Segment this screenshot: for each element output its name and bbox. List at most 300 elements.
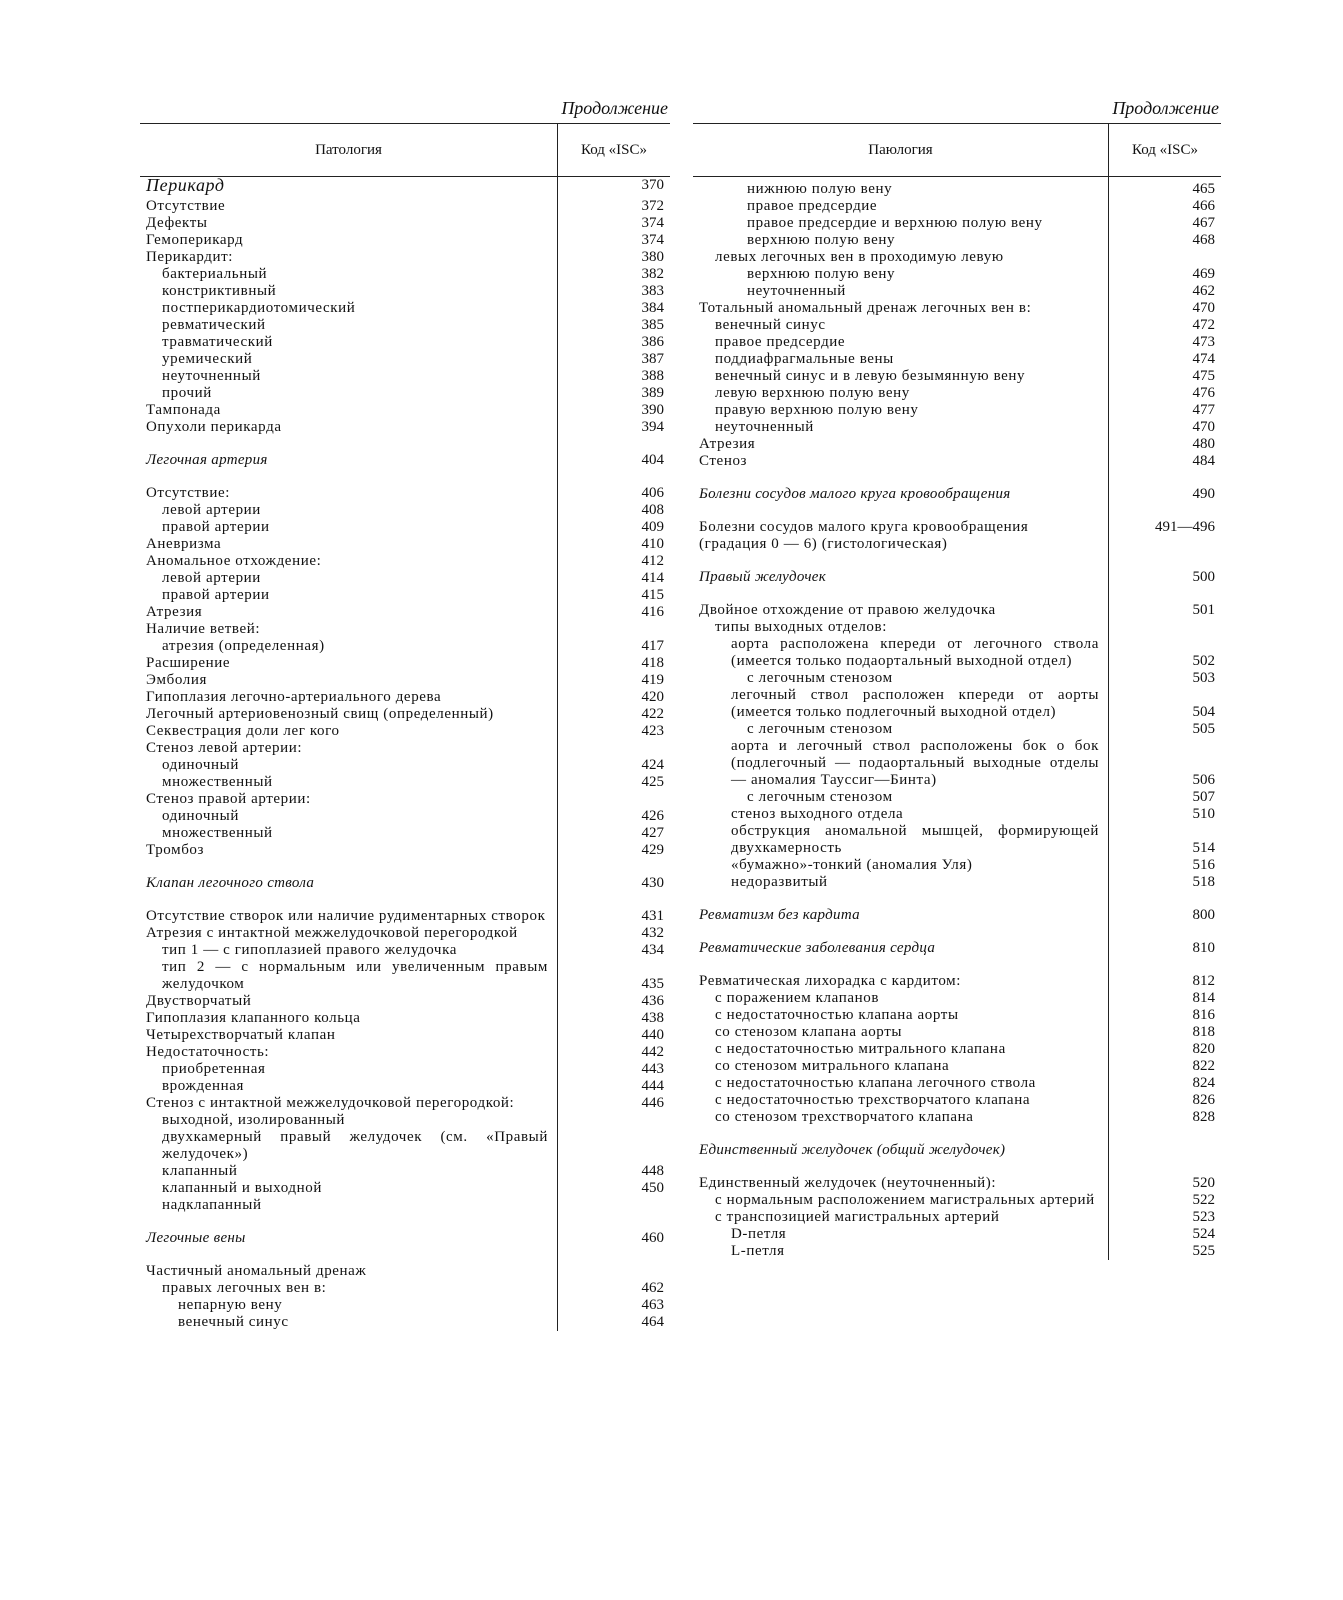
table-row: [693, 436, 1221, 453]
code-cell: 463: [641, 1297, 664, 1313]
table-row: [140, 604, 670, 621]
pathology-cell: Ревматизм без кардита: [699, 907, 860, 923]
section-heading-row: [693, 569, 1221, 586]
pathology-cell: с транспозицией магистральных артерий: [715, 1209, 1000, 1225]
code-cell: 505: [1192, 721, 1215, 737]
pathology-cell: констриктивный: [162, 283, 277, 299]
pathology-cell: со стенозом трехстворчатого клапана: [715, 1109, 974, 1125]
table-row: [693, 823, 1221, 857]
code-cell: 473: [1192, 334, 1215, 350]
pathology-cell: Гипоплазия легочно-артериального дерева: [146, 689, 442, 705]
table-row: [693, 721, 1221, 738]
section-heading-row: [140, 875, 670, 892]
code-cell: 514: [1192, 840, 1215, 856]
table-row: [140, 723, 670, 740]
pathology-cell: множественный: [162, 774, 273, 790]
row-spacer: [693, 586, 1221, 602]
code-cell: 417: [641, 638, 664, 654]
code-cell: 430: [641, 875, 664, 891]
table-row: [693, 181, 1221, 198]
table-row: [140, 1061, 670, 1078]
code-cell: 435: [641, 976, 664, 992]
code-cell: 469: [1192, 266, 1215, 282]
row-spacer: [140, 469, 670, 485]
code-cell: 503: [1192, 670, 1215, 686]
table-row: [693, 874, 1221, 891]
code-cell: 389: [641, 385, 664, 401]
table-row: [140, 317, 670, 334]
pathology-cell: верхнюю полую вену: [747, 232, 896, 248]
pathology-cell: правой артерии: [162, 519, 270, 535]
pathology-cell: Легочная артерия: [146, 452, 268, 468]
pathology-cell: постперикардиотомический: [162, 300, 356, 316]
code-cell: 465: [1192, 181, 1215, 197]
pathology-cell: Отсутствие: [146, 198, 226, 214]
code-cell: 500: [1192, 569, 1215, 585]
code-cell: 409: [641, 519, 664, 535]
pathology-cell: Тампонада: [146, 402, 221, 418]
section-heading-row: [140, 452, 670, 469]
right-column: [693, 93, 1221, 1260]
pathology-cell: Стеноз с интактной межжелудочковой перегородкой:: [146, 1095, 515, 1111]
table-row: [693, 1175, 1221, 1192]
pathology-cell: правое предсердие: [747, 198, 878, 214]
code-cell: 374: [641, 232, 664, 248]
code-cell: 427: [641, 825, 664, 841]
table-row: [140, 283, 670, 300]
table-row: [693, 806, 1221, 823]
pathology-cell: левой артерии: [162, 502, 261, 518]
pathology-cell: со стенозом митрального клапана: [715, 1058, 950, 1074]
pathology-cell: D-петля: [731, 1226, 787, 1242]
row-spacer: [140, 1214, 670, 1230]
table-row: [693, 519, 1221, 536]
pathology-cell: обструкция аномальной мышцей, формирующей двухкамерность: [731, 823, 1099, 856]
code-cell: 501: [1192, 602, 1215, 618]
code-cell: 810: [1192, 940, 1215, 956]
pathology-cell: Единственный желудочек (общий желудочек): [699, 1142, 1006, 1158]
code-cell: 436: [641, 993, 664, 1009]
table-row: [693, 300, 1221, 317]
pathology-cell: уремический: [162, 351, 253, 367]
pathology-cell: Болезни сосудов малого круга кровообращения: [699, 519, 1029, 535]
code-cell: 476: [1192, 385, 1215, 401]
pathology-cell: множественный: [162, 825, 273, 841]
code-cell: 510: [1192, 806, 1215, 822]
table-row: [693, 249, 1221, 266]
pathology-cell: Секвестрация доли лег кого: [146, 723, 340, 739]
table-row: [140, 1163, 670, 1180]
code-cell: 415: [641, 587, 664, 603]
code-cell: 520: [1192, 1175, 1215, 1191]
pathology-cell: аорта расположена кпереди от легочного ствола (имеется только подаортальный выходной отдел): [731, 636, 1099, 669]
pathology-cell: правое предсердие: [715, 334, 846, 350]
code-cell: 467: [1192, 215, 1215, 231]
pathology-cell: нижнюю полую вену: [747, 181, 893, 197]
pathology-cell: Перикардит:: [146, 249, 234, 265]
pathology-cell: тип 2 — с нормальным или увеличенным правым желудочком: [162, 959, 548, 992]
pathology-cell: Правый желудочек: [699, 569, 827, 585]
pathology-cell: приобретенная: [162, 1061, 266, 1077]
row-spacer: [140, 1247, 670, 1263]
pathology-cell: венечный синус и в левую безымянную вену: [715, 368, 1026, 384]
section-heading-row: [140, 1230, 670, 1247]
header-pathology-right: Паюлогия: [868, 141, 933, 158]
table-row: [693, 215, 1221, 232]
table-row: [140, 672, 670, 689]
table-row: [140, 842, 670, 859]
code-cell: 468: [1192, 232, 1215, 248]
code-cell: 820: [1192, 1041, 1215, 1057]
table-row: [140, 1263, 670, 1280]
pathology-cell: неуточненный: [162, 368, 261, 384]
pathology-cell: Атрезия: [146, 604, 203, 620]
pathology-cell: Расширение: [146, 655, 231, 671]
code-cell: 383: [641, 283, 664, 299]
table-row: [693, 1192, 1221, 1209]
pathology-cell: Двойное отхождение от правою желудочка: [699, 602, 996, 618]
code-cell: 480: [1192, 436, 1215, 452]
section-heading-row: [693, 1142, 1221, 1159]
pathology-cell: венечный синус: [178, 1314, 289, 1330]
pathology-cell: Эмболия: [146, 672, 207, 688]
code-cell: 474: [1192, 351, 1215, 367]
table-row: [140, 198, 670, 215]
code-cell: 472: [1192, 317, 1215, 333]
code-cell: 384: [641, 300, 664, 316]
table-row: [140, 1044, 670, 1061]
table-row: [140, 1027, 670, 1044]
pathology-cell: Единственный желудочек (неуточненный):: [699, 1175, 997, 1191]
table-row: [140, 621, 670, 638]
pathology-cell: Двустворчатый: [146, 993, 252, 1009]
code-cell: 394: [641, 419, 664, 435]
code-cell: 438: [641, 1010, 664, 1026]
code-cell: 800: [1192, 907, 1215, 923]
pathology-cell: правую верхнюю полую вену: [715, 402, 919, 418]
code-cell: 525: [1192, 1243, 1215, 1259]
pathology-cell: клапанный: [162, 1163, 238, 1179]
table-row: [693, 334, 1221, 351]
pathology-cell: Стеноз правой артерии:: [146, 791, 311, 807]
code-cell: 386: [641, 334, 664, 350]
code-cell: 524: [1192, 1226, 1215, 1242]
table-row: [140, 655, 670, 672]
continued-label-left: Продолжение: [561, 98, 668, 118]
pathology-cell: врожденная: [162, 1078, 244, 1094]
table-row: [693, 419, 1221, 436]
pathology-cell: Клапан легочного ствола: [146, 875, 315, 891]
table-row: [140, 993, 670, 1010]
table-row: [140, 808, 670, 825]
row-spacer: [693, 891, 1221, 907]
code-cell: 522: [1192, 1192, 1215, 1208]
section-heading-row: [693, 486, 1221, 503]
table-row: [693, 1209, 1221, 1226]
pathology-cell: с легочным стенозом: [747, 789, 893, 805]
pathology-cell: со стенозом клапана аорты: [715, 1024, 903, 1040]
pathology-cell: Отсутствие:: [146, 485, 231, 501]
table-row: [140, 232, 670, 249]
code-cell: 460: [641, 1230, 664, 1246]
pathology-cell: недоразвитый: [731, 874, 828, 890]
code-cell: 410: [641, 536, 664, 552]
table-row: [140, 908, 670, 925]
pathology-cell: левую верхнюю полую вену: [715, 385, 910, 401]
table-row: [693, 619, 1221, 636]
pathology-cell: Недостаточность:: [146, 1044, 270, 1060]
code-cell: 450: [641, 1180, 664, 1196]
code-cell: 502: [1192, 653, 1215, 669]
table-row: [140, 1112, 670, 1129]
code-cell: 814: [1192, 990, 1215, 1006]
code-cell: 387: [641, 351, 664, 367]
table-row: [140, 1129, 670, 1163]
table-row: [140, 1078, 670, 1095]
table-row: [693, 266, 1221, 283]
table-row: [140, 825, 670, 842]
code-cell: 816: [1192, 1007, 1215, 1023]
pathology-cell: верхнюю полую вену: [747, 266, 896, 282]
table-row: [140, 925, 670, 942]
table-row: [693, 536, 1221, 553]
table-row: [140, 757, 670, 774]
table-row: [693, 198, 1221, 215]
pathology-cell: одиночный: [162, 808, 239, 824]
code-cell: 426: [641, 808, 664, 824]
code-cell: 418: [641, 655, 664, 671]
table-header-right: [693, 124, 1221, 177]
row-spacer: [693, 503, 1221, 519]
code-cell: 464: [641, 1314, 664, 1330]
pathology-cell: двухкамерный правый желудочек (см. «Правый желудочек»): [162, 1129, 548, 1162]
table-row: [140, 266, 670, 283]
table-row: [140, 1297, 670, 1314]
pathology-cell: Дефекты: [146, 215, 208, 231]
table-row: [140, 368, 670, 385]
table-row: [140, 419, 670, 436]
table-row: [693, 1109, 1221, 1126]
table-row: [693, 857, 1221, 874]
table-row: [693, 368, 1221, 385]
table-row: [140, 570, 670, 587]
pathology-cell: Легочные вены: [146, 1230, 246, 1246]
pathology-cell: Стеноз левой артерии:: [146, 740, 303, 756]
row-spacer: [140, 859, 670, 875]
table-row: [140, 1197, 670, 1214]
pathology-cell: стеноз выходного отдела: [731, 806, 904, 822]
pathology-cell: Болезни сосудов малого круга кровообращения: [699, 486, 1011, 502]
code-cell: 444: [641, 1078, 664, 1094]
code-cell: 812: [1192, 973, 1215, 989]
table-row: [693, 1075, 1221, 1092]
table-row: [693, 1243, 1221, 1260]
table-row: [693, 351, 1221, 368]
code-cell: 424: [641, 757, 664, 773]
section-heading-row: [140, 177, 670, 194]
table-row: [693, 738, 1221, 789]
pathology-cell: Четырехстворчатый клапан: [146, 1027, 336, 1043]
code-cell: 431: [641, 908, 664, 924]
table-row: [140, 774, 670, 791]
code-cell: 382: [641, 266, 664, 282]
row-spacer: [693, 1126, 1221, 1142]
table-row: [140, 351, 670, 368]
table-row: [140, 215, 670, 232]
pathology-cell: Гипоплазия клапанного кольца: [146, 1010, 361, 1026]
table-row: [140, 740, 670, 757]
table-right: [693, 123, 1221, 1260]
pathology-cell: Гемоперикард: [146, 232, 244, 248]
pathology-cell: Аневризма: [146, 536, 222, 552]
table-body-left: [140, 177, 670, 1331]
table-row: [693, 317, 1221, 334]
pathology-cell: Отсутствие створок или наличие рудиментарных створок: [146, 908, 546, 924]
pathology-cell: правое предсердие и верхнюю полую вену: [747, 215, 1043, 231]
pathology-cell: с недостаточностью митрального клапана: [715, 1041, 1006, 1057]
header-code-right: Код «ISC»: [1108, 124, 1221, 176]
pathology-cell: клапанный и выходной: [162, 1180, 322, 1196]
pathology-cell: надклапанный: [162, 1197, 262, 1213]
row-spacer: [693, 924, 1221, 940]
pathology-cell: левых легочных вен в проходимую левую: [715, 249, 1004, 265]
code-cell: 828: [1192, 1109, 1215, 1125]
code-cell: 388: [641, 368, 664, 384]
code-cell: 434: [641, 942, 664, 958]
row-spacer: [693, 1159, 1221, 1175]
table-row: [140, 536, 670, 553]
pathology-cell: венечный синус: [715, 317, 826, 333]
pathology-cell: бактериальный: [162, 266, 268, 282]
pathology-cell: Стеноз: [699, 453, 748, 469]
code-cell: 491—496: [1155, 519, 1215, 535]
pathology-cell: с недостаточностью трехстворчатого клапана: [715, 1092, 1031, 1108]
pathology-cell: атрезия (определенная): [162, 638, 325, 654]
pathology-cell: типы выходных отделов:: [715, 619, 887, 635]
pathology-cell: тип 1 — с гипоплазией правого желудочка: [162, 942, 457, 958]
table-row: [140, 519, 670, 536]
code-cell: 826: [1192, 1092, 1215, 1108]
table-row: [140, 638, 670, 655]
code-cell: 390: [641, 402, 664, 418]
pathology-cell: правой артерии: [162, 587, 270, 603]
table-header-left: [140, 124, 670, 177]
code-cell: 420: [641, 689, 664, 705]
pathology-cell: Легочный артериовенозный свищ (определенный): [146, 706, 494, 722]
table-row: [140, 1314, 670, 1331]
pathology-cell: Наличие ветвей:: [146, 621, 261, 637]
table-row: [693, 1041, 1221, 1058]
table-row: [140, 689, 670, 706]
continued-label-right: Продолжение: [1112, 98, 1219, 118]
pathology-cell: Атрезия с интактной межжелудочковой перегородкой: [146, 925, 518, 941]
pathology-cell: с недостаточностью клапана аорты: [715, 1007, 959, 1023]
code-cell: 818: [1192, 1024, 1215, 1040]
table-left: [140, 123, 670, 1331]
code-cell: 443: [641, 1061, 664, 1077]
table-row: [693, 789, 1221, 806]
code-cell: 477: [1192, 402, 1215, 418]
table-row: [693, 670, 1221, 687]
code-cell: 822: [1192, 1058, 1215, 1074]
table-row: [693, 973, 1221, 990]
code-cell: 484: [1192, 453, 1215, 469]
code-cell: 518: [1192, 874, 1215, 890]
table-row: [693, 1058, 1221, 1075]
code-cell: 416: [641, 604, 664, 620]
code-cell: 380: [641, 249, 664, 265]
code-cell: 475: [1192, 368, 1215, 384]
pathology-cell: L-петля: [731, 1243, 785, 1259]
table-row: [693, 602, 1221, 619]
header-code-left: Код «ISC»: [557, 124, 670, 176]
pathology-cell: (градация 0 — 6) (гистологическая): [699, 536, 948, 552]
pathology-cell: правых легочных вен в:: [162, 1280, 327, 1296]
table-row: [140, 300, 670, 317]
code-cell: 429: [641, 842, 664, 858]
code-cell: 372: [641, 198, 664, 214]
table-row: [140, 502, 670, 519]
code-cell: 516: [1192, 857, 1215, 873]
code-cell: 423: [641, 723, 664, 739]
table-row: [693, 385, 1221, 402]
table-row: [140, 249, 670, 266]
code-cell: 507: [1192, 789, 1215, 805]
code-cell: 374: [641, 215, 664, 231]
row-spacer: [140, 436, 670, 452]
table-row: [140, 942, 670, 959]
code-cell: 470: [1192, 419, 1215, 435]
code-cell: 824: [1192, 1075, 1215, 1091]
pathology-cell: с нормальным расположением магистральных артерий: [715, 1192, 1095, 1208]
pathology-cell: аорта и легочный ствол расположены бок о бок (подлегочный — подаортальный выходные отделы — аномалия Тауссиг—Бинта): [731, 738, 1099, 788]
code-cell: 504: [1192, 704, 1215, 720]
pathology-cell: поддиафрагмальные вены: [715, 351, 894, 367]
code-cell: 408: [641, 502, 664, 518]
header-pathology-left: Патология: [315, 141, 382, 158]
table-row: [693, 1092, 1221, 1109]
table-row: [693, 1226, 1221, 1243]
pathology-cell: Опухоли перикарда: [146, 419, 282, 435]
code-cell: 385: [641, 317, 664, 333]
table-row: [693, 990, 1221, 1007]
table-row: [693, 232, 1221, 249]
pathology-cell: прочий: [162, 385, 212, 401]
code-cell: 432: [641, 925, 664, 941]
pathology-cell: «бумажно»-тонкий (аномалия Уля): [731, 857, 973, 873]
table-body-right: [693, 177, 1221, 1260]
table-row: [140, 1180, 670, 1197]
table-row: [140, 1010, 670, 1027]
code-cell: 523: [1192, 1209, 1215, 1225]
pathology-cell: с недостаточностью клапана легочного ствола: [715, 1075, 1036, 1091]
row-spacer: [693, 553, 1221, 569]
code-cell: 419: [641, 672, 664, 688]
code-cell: 414: [641, 570, 664, 586]
table-row: [140, 334, 670, 351]
table-row: [140, 791, 670, 808]
code-cell: 425: [641, 774, 664, 790]
left-column: [140, 93, 670, 1331]
table-row: [140, 1095, 670, 1112]
pathology-cell: Атрезия: [699, 436, 756, 452]
code-cell: 442: [641, 1044, 664, 1060]
code-cell: 448: [641, 1163, 664, 1179]
pathology-cell: левой артерии: [162, 570, 261, 586]
pathology-cell: Тотальный аномальный дренаж легочных вен в:: [699, 300, 1032, 316]
pathology-cell: Частичный аномальный дренаж: [146, 1263, 367, 1279]
code-cell: 462: [641, 1280, 664, 1296]
